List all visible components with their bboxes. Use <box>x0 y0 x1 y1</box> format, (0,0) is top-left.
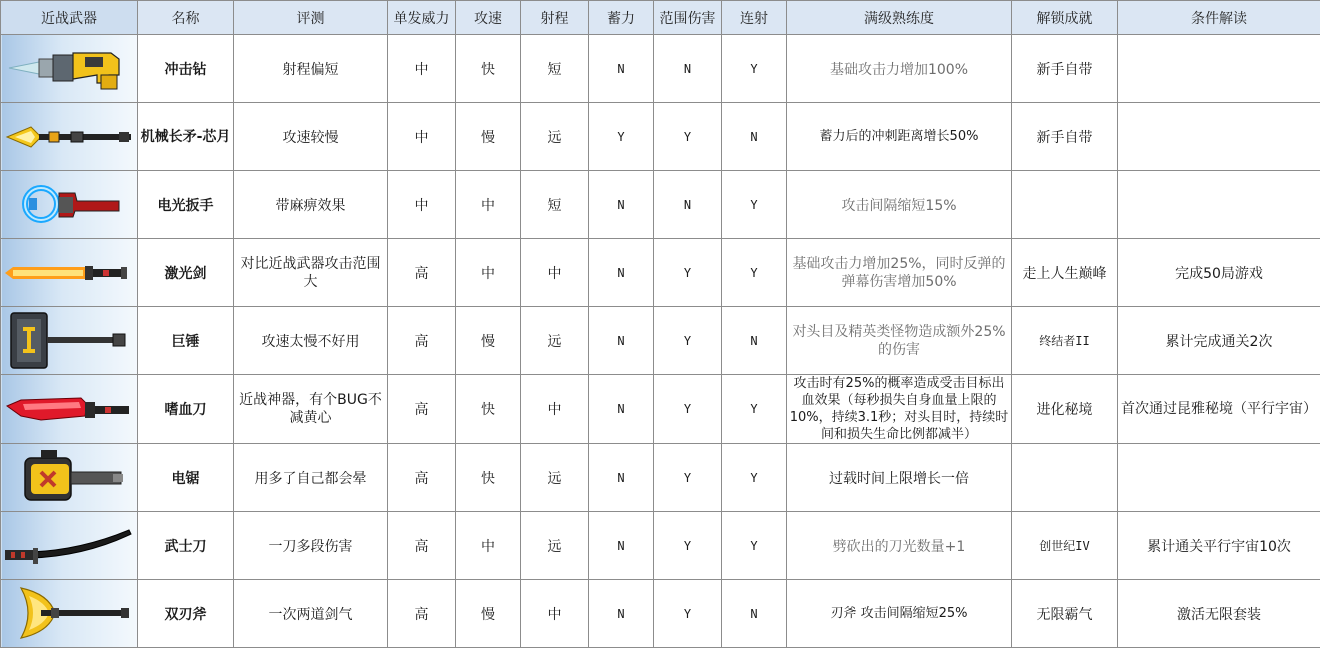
weapon-range: 中 <box>521 580 589 648</box>
weapon-name: 电光扳手 <box>138 171 234 239</box>
weapon-name: 嗜血刀 <box>138 375 234 444</box>
weapon-speed: 快 <box>456 375 521 444</box>
weapon-achievement <box>1012 171 1118 239</box>
weapon-power: 中 <box>388 35 456 103</box>
weapon-condition: 完成50局游戏 <box>1118 239 1320 307</box>
weapon-range: 中 <box>521 239 589 307</box>
weapon-range: 远 <box>521 103 589 171</box>
header-charge: 蓄力 <box>589 1 654 35</box>
weapon-review: 一刀多段伤害 <box>234 512 388 580</box>
weapon-charge: N <box>589 375 654 444</box>
table-row <box>1 580 1320 648</box>
weapon-burst: Y <box>722 239 787 307</box>
table-row <box>1 444 1320 512</box>
weapon-condition: 累计完成通关2次 <box>1118 307 1320 375</box>
weapon-burst: Y <box>722 35 787 103</box>
weapon-image-cell <box>1 307 138 375</box>
weapon-name: 电锯 <box>138 444 234 512</box>
weapon-power: 高 <box>388 444 456 512</box>
weapon-condition <box>1118 444 1320 512</box>
table-row <box>1 375 1320 444</box>
weapon-image-cell <box>1 35 138 103</box>
weapon-name: 冲击钻 <box>138 35 234 103</box>
weapon-mastery: 攻击时有25%的概率造成受击目标出血效果（每秒损失自身血量上限的10%，持续3.1秒；对头目时，持续时间和损失生命比例都减半） <box>787 375 1012 444</box>
header-mastery: 满级熟练度 <box>787 1 1012 35</box>
weapon-image-cell <box>1 171 138 239</box>
weapon-image-cell <box>1 580 138 648</box>
weapon-image-cell <box>1 375 138 444</box>
weapon-mastery: 过载时间上限增长一倍 <box>787 444 1012 512</box>
weapon-charge: N <box>589 171 654 239</box>
weapon-review: 用多了自己都会晕 <box>234 444 388 512</box>
weapon-mastery: 基础攻击力增加25%，同时反弹的弹幕伤害增加50% <box>787 239 1012 307</box>
katana-icon <box>1 512 137 579</box>
weapon-speed: 慢 <box>456 103 521 171</box>
weapon-mastery: 刃斧 攻击间隔缩短25% <box>787 580 1012 648</box>
weapon-range: 中 <box>521 375 589 444</box>
weapon-achievement: 创世纪IV <box>1012 512 1118 580</box>
weapon-power: 中 <box>388 103 456 171</box>
drill-icon <box>1 35 137 102</box>
header-row <box>1 1 1320 35</box>
weapon-burst: N <box>722 307 787 375</box>
table-row <box>1 171 1320 239</box>
weapon-aoe: N <box>654 35 722 103</box>
weapon-power: 高 <box>388 580 456 648</box>
weapon-aoe: Y <box>654 307 722 375</box>
weapon-burst: Y <box>722 444 787 512</box>
weapon-mastery: 对头目及精英类怪物造成额外25%的伤害 <box>787 307 1012 375</box>
weapon-charge: N <box>589 35 654 103</box>
weapon-aoe: Y <box>654 375 722 444</box>
weapon-range: 短 <box>521 171 589 239</box>
weapon-mastery: 攻击间隔缩短15% <box>787 171 1012 239</box>
laser-sword-icon <box>1 239 137 306</box>
weapon-review: 一次两道剑气 <box>234 580 388 648</box>
table-row <box>1 512 1320 580</box>
wrench-icon <box>1 171 137 238</box>
weapon-burst: Y <box>722 375 787 444</box>
weapon-condition: 累计通关平行宇宙10次 <box>1118 512 1320 580</box>
weapon-speed: 快 <box>456 35 521 103</box>
weapon-condition: 激活无限套装 <box>1118 580 1320 648</box>
weapon-name: 巨锤 <box>138 307 234 375</box>
weapon-achievement: 终结者II <box>1012 307 1118 375</box>
weapon-burst: N <box>722 580 787 648</box>
weapon-speed: 中 <box>456 512 521 580</box>
header-review: 评测 <box>234 1 388 35</box>
weapon-achievement: 新手自带 <box>1012 103 1118 171</box>
weapon-achievement: 进化秘境 <box>1012 375 1118 444</box>
table-row <box>1 103 1320 171</box>
weapon-mastery: 劈砍出的刀光数量+1 <box>787 512 1012 580</box>
weapon-power: 高 <box>388 375 456 444</box>
weapon-speed: 慢 <box>456 580 521 648</box>
weapon-aoe: Y <box>654 239 722 307</box>
weapon-mastery: 基础攻击力增加100% <box>787 35 1012 103</box>
weapon-aoe: N <box>654 171 722 239</box>
weapon-range: 远 <box>521 307 589 375</box>
weapon-speed: 中 <box>456 171 521 239</box>
weapon-charge: N <box>589 239 654 307</box>
weapon-power: 高 <box>388 307 456 375</box>
header-range: 射程 <box>521 1 589 35</box>
table-row <box>1 35 1320 103</box>
weapon-mastery: 蓄力后的冲刺距离增长50% <box>787 103 1012 171</box>
weapon-name: 双刃斧 <box>138 580 234 648</box>
weapon-review: 攻速较慢 <box>234 103 388 171</box>
weapon-range: 远 <box>521 444 589 512</box>
weapon-burst: Y <box>722 512 787 580</box>
weapon-review: 对比近战武器攻击范围大 <box>234 239 388 307</box>
header-name: 名称 <box>138 1 234 35</box>
header-burst: 连射 <box>722 1 787 35</box>
weapon-range: 远 <box>521 512 589 580</box>
weapon-condition <box>1118 171 1320 239</box>
spear-icon <box>1 103 137 170</box>
weapon-image-cell <box>1 512 138 580</box>
weapon-review: 带麻痹效果 <box>234 171 388 239</box>
weapon-aoe: Y <box>654 444 722 512</box>
weapon-charge: N <box>589 444 654 512</box>
weapon-name: 机械长矛-芯月 <box>138 103 234 171</box>
weapon-achievement: 新手自带 <box>1012 35 1118 103</box>
weapon-achievement <box>1012 444 1118 512</box>
weapon-condition <box>1118 35 1320 103</box>
header-weapon: 近战武器 <box>1 1 138 35</box>
weapon-review: 攻速太慢不好用 <box>234 307 388 375</box>
weapon-power: 高 <box>388 239 456 307</box>
weapon-burst: Y <box>722 171 787 239</box>
weapon-power: 高 <box>388 512 456 580</box>
weapon-image-cell <box>1 444 138 512</box>
weapon-charge: N <box>589 307 654 375</box>
header-condition: 条件解读 <box>1118 1 1320 35</box>
weapon-charge: N <box>589 580 654 648</box>
weapon-speed: 快 <box>456 444 521 512</box>
weapon-aoe: Y <box>654 580 722 648</box>
weapon-condition <box>1118 103 1320 171</box>
weapon-charge: Y <box>589 103 654 171</box>
header-speed: 攻速 <box>456 1 521 35</box>
weapon-image-cell <box>1 239 138 307</box>
weapon-aoe: Y <box>654 512 722 580</box>
weapon-charge: N <box>589 512 654 580</box>
double-axe-icon <box>1 580 137 647</box>
weapon-speed: 中 <box>456 239 521 307</box>
weapon-name: 武士刀 <box>138 512 234 580</box>
weapon-range: 短 <box>521 35 589 103</box>
table-row <box>1 307 1320 375</box>
blood-blade-icon <box>1 376 137 443</box>
chainsaw-icon <box>1 444 137 511</box>
weapon-image-cell <box>1 103 138 171</box>
weapon-burst: N <box>722 103 787 171</box>
weapon-condition: 首次通过昆雅秘境（平行宇宙） <box>1118 375 1320 444</box>
header-power: 单发威力 <box>388 1 456 35</box>
weapon-speed: 慢 <box>456 307 521 375</box>
weapon-aoe: Y <box>654 103 722 171</box>
weapon-power: 中 <box>388 171 456 239</box>
hammer-icon <box>1 307 137 374</box>
table-row <box>1 239 1320 307</box>
weapon-review: 射程偏短 <box>234 35 388 103</box>
weapon-review: 近战神器，有个BUG不减黄心 <box>234 375 388 444</box>
weapon-achievement: 走上人生巅峰 <box>1012 239 1118 307</box>
weapon-name: 激光剑 <box>138 239 234 307</box>
weapon-achievement: 无限霸气 <box>1012 580 1118 648</box>
header-aoe: 范围伤害 <box>654 1 722 35</box>
header-achievement: 解锁成就 <box>1012 1 1118 35</box>
